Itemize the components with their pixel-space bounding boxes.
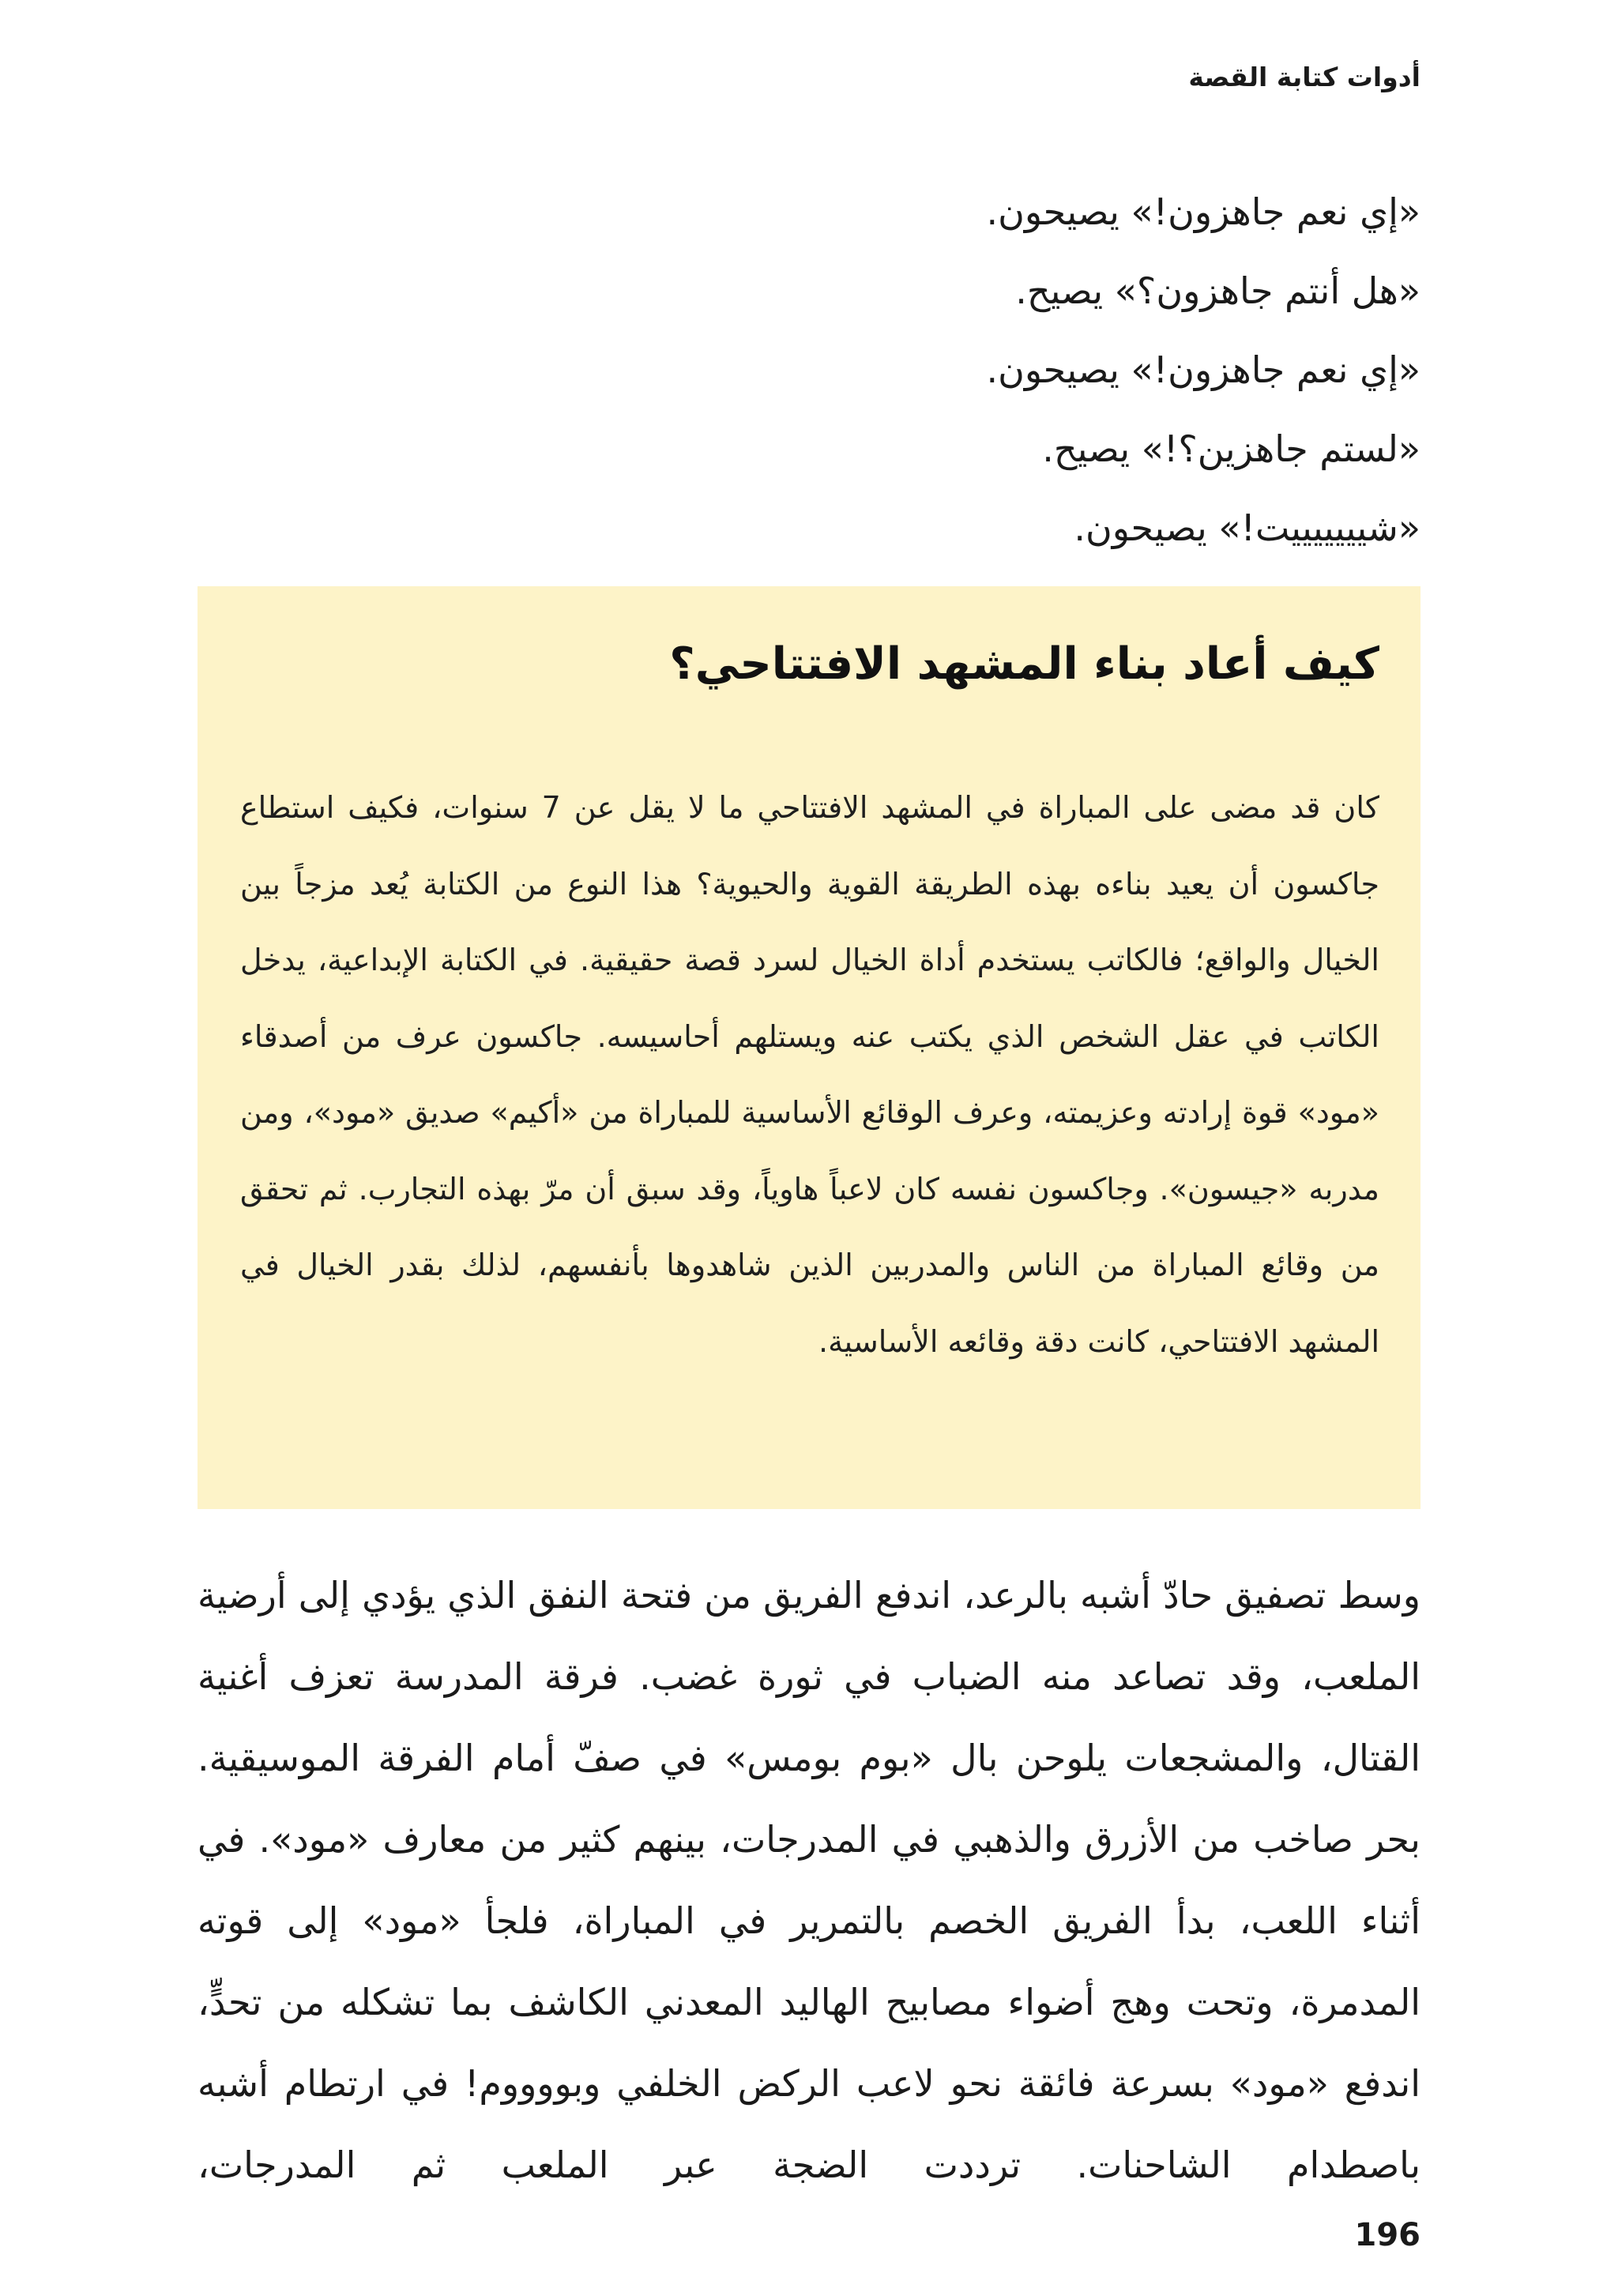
body-paragraph: وسط تصفيق حادّ أشبه بالرعد، اندفع الفريق من فتحة النفق الذي يؤدي إلى أرضية الملعب، وقد تصاعد منه الضباب في ثورة غضب. فرقة المدرسة تعزف أغنية القتال، والمشجعات يلوحن بال «بوم بومس» في صفّ أمام الفرقة الموسيقية. بحر صاخب من الأزرق والذهبي في المدرجات، بينهم كثير من معارف «مود». في أثناء اللعب، بدأ الفريق الخصم بالتمرير في المباراة، فلجأ «مود» إلى قوته المدمرة، وتحت وهج أضواء مصابيح الهاليد المعدني الكاشف بما تشكله من تحدٍّ، اندفع «مود» بسرعة فائقة نحو لاعب الركض الخلفي وبووووم! في ارتطام أشبه باصطدام الشاحنات. ترددت الضجة عبر الملعب ثم المدرجات، — [198, 1574, 1420, 2186]
running-header: أدوات كتابة القصة — [1188, 62, 1420, 92]
dialogue-line: «هل أنتم جاهزون؟» يصيح. — [1015, 269, 1420, 312]
sidebar-text: كان قد مضى على المباراة في المشهد الافتتاحي ما لا يقل عن 7 سنوات، فكيف استطاع جاكسون أن يعيد بناءه بهذه الطريقة القوية والحيوية؟ هذا النوع من الكتابة يُعد مزجاً بين الخيال والواقع؛ فالكاتب يستخدم أداة الخيال لسرد قصة حقيقية. في الكتابة الإبداعية، يدخل الكاتب في عقل الشخص الذي يكتب عنه ويستلهم أحاسيسه. جاكسون عرف من أصدقاء «مود» قوة إرادته وعزيمته، وعرف الوقائع الأساسية للمباراة من «أكيم» صديق «مود»، ومن مدربه «جيسون». وجاكسون نفسه كان لاعباً هاوياً، وقد سبق أن مرّ بهذه التجارب. ثم تحقق من وقائع المباراة من الناس والمدربين الذين شاهدوها بأنفسهم، لذلك بقدر الخيال في المشهد الافتتاحي، كانت دقة وقائعه الأساسية. — [240, 790, 1379, 1359]
dialogue-line: «لستم جاهزين؟!» يصيح. — [1042, 427, 1420, 470]
dialogue-lines — [196, 172, 1420, 567]
dialogue-line: «شيييييييت!» يصيحون. — [1074, 506, 1420, 549]
sidebar-box — [198, 586, 1420, 1509]
dialogue-line: «إي نعم جاهزون!» يصيحون. — [986, 190, 1420, 233]
page-number: 196 — [1354, 2217, 1420, 2253]
dialogue-line: «إي نعم جاهزون!» يصيحون. — [986, 348, 1420, 391]
sidebar-title: كيف أعاد بناء المشهد الافتتاحي؟ — [669, 638, 1379, 690]
